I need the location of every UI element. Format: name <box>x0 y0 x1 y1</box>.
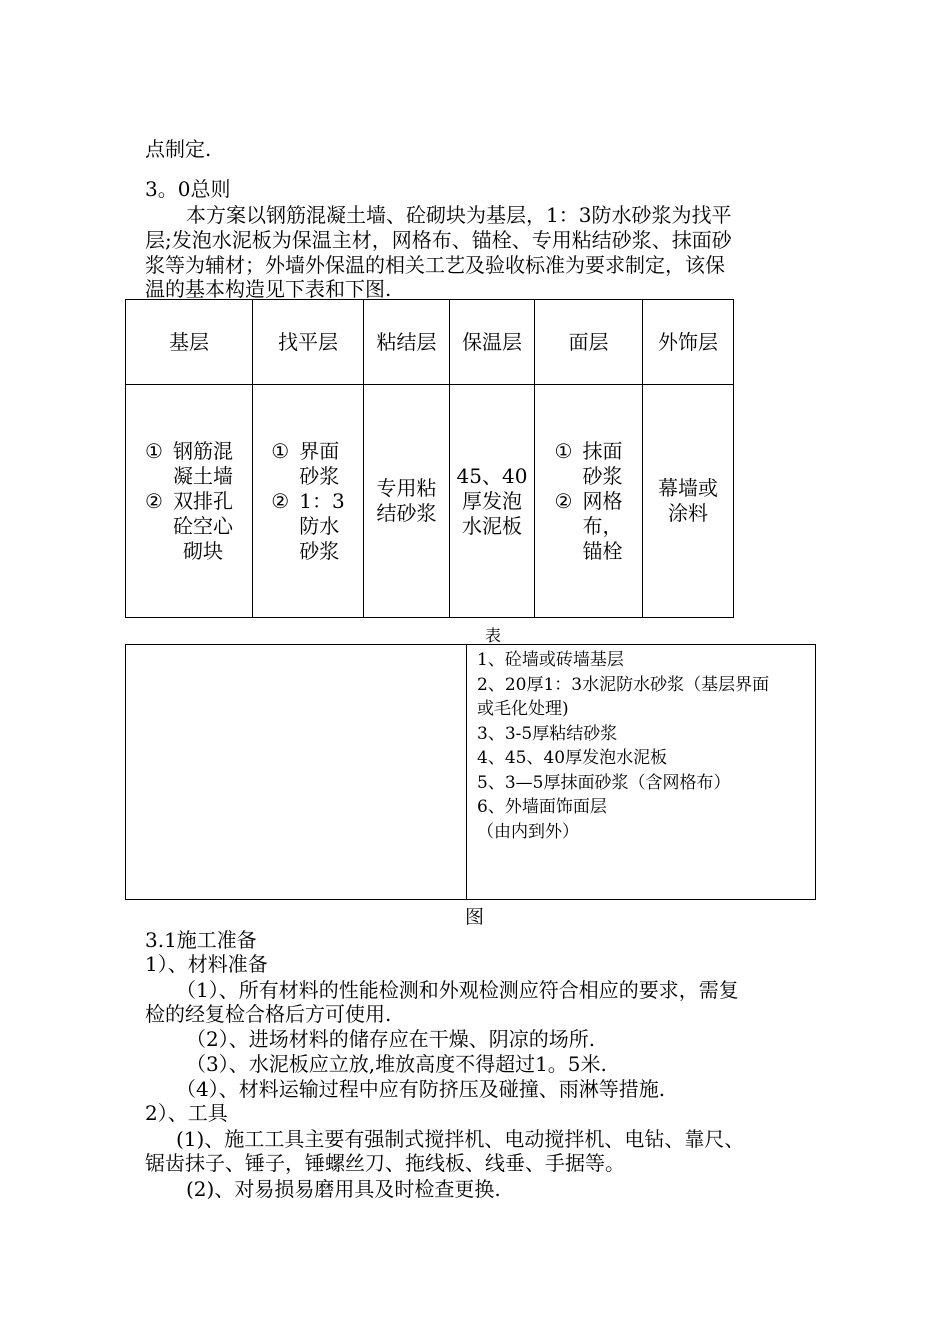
intro-tail: 点制定. <box>145 137 212 161</box>
paragraph-line: 本方案以钢筋混凝土墙、砼砌块为基层，1：3防水砂浆为找平 <box>186 203 732 227</box>
paragraph-line: （4）、材料运输过程中应有防挤压及碰撞、雨淋等措施. <box>176 1077 666 1101</box>
paragraph-line: 锯齿抹子、锤子，锤螺丝刀、拖线板、线垂、手据等。 <box>145 1151 625 1175</box>
cell-base: ① 钢筋混 凝土墙 ② 双排孔 砼空心 砌块 <box>126 385 253 618</box>
figure-area <box>126 645 467 900</box>
legend-line: 6、外墙面饰面层 <box>477 797 607 817</box>
paragraph-line: (2)、对易损易磨用具及时检查更换. <box>186 1177 501 1201</box>
paragraph-line: 浆等为辅材；外墙外保温的相关工艺及验收标准为要求制定，该保 <box>145 253 725 277</box>
header-base: 基层 <box>126 300 253 385</box>
cell-insulation: 45、40 厚发泡 水泥板 <box>450 385 535 618</box>
subheading-tools: 2）、工具 <box>145 1101 228 1125</box>
cell-surface: ① 抹面 砂浆 ② 网格 布， 锚栓 <box>535 385 643 618</box>
legend-line: 3、3-5厚粘结砂浆 <box>477 723 618 744</box>
construction-figure-table <box>125 644 816 900</box>
legend-line: 2、20厚1：3水泥防水砂浆（基层界面 <box>477 674 770 695</box>
cell-leveling: ① 界面 砂浆 ② 1：3 防水 砂浆 <box>253 385 364 618</box>
figure-caption: 图 <box>465 906 485 928</box>
header-finish: 外饰层 <box>643 300 734 385</box>
construction-layers-table <box>125 299 734 618</box>
legend-line: 5、3—5厚抹面砂浆（含网格布） <box>477 772 731 793</box>
cell-finish: 幕墙或 涂料 <box>643 385 734 618</box>
cell-bonding: 专用粘 结砂浆 <box>364 385 450 618</box>
paragraph-line: 温的基本构造见下表和下图. <box>145 277 392 301</box>
paragraph-line: 检的经复检合格后方可使用. <box>145 1002 392 1026</box>
legend-line: （由内到外） <box>477 821 579 842</box>
section-heading-3-1: 3.1施工准备 <box>145 928 257 952</box>
paragraph-line: （1）、所有材料的性能检测和外观检测应符合相应的要求，需复 <box>176 978 739 1002</box>
paragraph-line: 层;发泡水泥板为保温主材，网格布、锚栓、专用粘结砂浆、抹面砂 <box>145 228 732 252</box>
header-bonding: 粘结层 <box>364 300 450 385</box>
header-surface: 面层 <box>535 300 643 385</box>
table-caption: 表 <box>485 626 502 645</box>
legend-line: 或毛化处理) <box>477 699 569 719</box>
paragraph-line: (1)、施工工具主要有强制式搅拌机、电动搅拌机、电钻、靠尺、 <box>176 1127 745 1151</box>
paragraph-line: （3）、水泥板应立放,堆放高度不得超过1。5米. <box>186 1052 607 1076</box>
legend-line: 1、砼墙或砖墙基层 <box>477 650 624 670</box>
section-heading-3-0: 3。0总则 <box>145 177 231 201</box>
legend-line: 4、45、40厚发泡水泥板 <box>477 748 668 768</box>
header-insulation: 保温层 <box>450 300 535 385</box>
subheading-materials: 1）、材料准备 <box>145 952 268 976</box>
figure-legend <box>467 645 816 900</box>
header-leveling: 找平层 <box>253 300 364 385</box>
paragraph-line: （2）、进场材料的储存应在干燥、阴凉的场所. <box>186 1027 596 1051</box>
